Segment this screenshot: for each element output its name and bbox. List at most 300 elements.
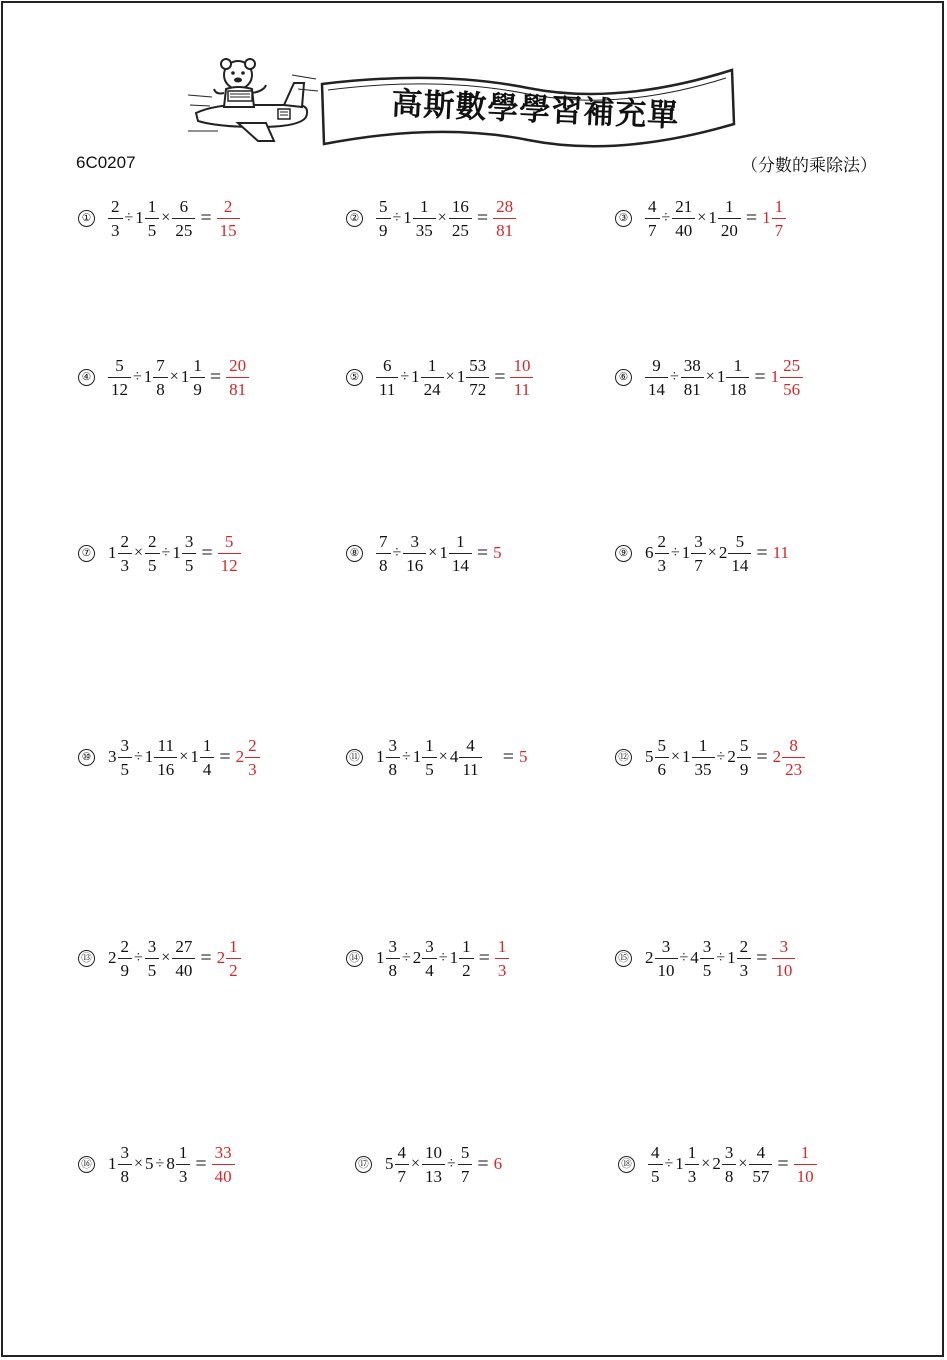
problem-8 — [346, 526, 502, 580]
operator: × — [697, 209, 707, 226]
denominator: 9 — [737, 757, 752, 780]
denominator: 4 — [422, 958, 437, 981]
numerator: 3 — [702, 936, 712, 956]
fraction — [737, 936, 752, 981]
fraction — [655, 735, 670, 780]
problem-number: ⑮ — [615, 950, 632, 967]
denominator: 8 — [386, 958, 401, 981]
numerator: 10 — [513, 355, 531, 375]
operator: × — [161, 949, 171, 966]
answer — [217, 936, 241, 981]
whole-part: 1 — [143, 367, 153, 386]
denominator: 14 — [728, 553, 751, 576]
equals-sign: = — [477, 1152, 489, 1175]
numerator: 1 — [420, 196, 429, 216]
expression — [376, 735, 527, 780]
numerator: 3 — [425, 936, 434, 956]
expression — [376, 355, 533, 400]
mixed-number — [413, 735, 437, 780]
numerator: 5 — [735, 531, 745, 551]
equals-sign: = — [756, 946, 768, 969]
whole-part: 8 — [166, 1154, 175, 1173]
denominator: 40 — [172, 958, 195, 981]
numerator: 10 — [425, 1142, 443, 1162]
whole-part: 1 — [708, 208, 717, 227]
expression — [108, 355, 249, 400]
problem-13 — [78, 931, 241, 985]
denominator: 8 — [153, 377, 168, 400]
whole-part: 2 — [108, 948, 117, 967]
whole-part: 1 — [682, 747, 691, 766]
numerator: 4 — [756, 1142, 766, 1162]
denominator: 9 — [190, 377, 205, 400]
mixed-number — [376, 936, 400, 981]
denominator: 16 — [154, 757, 177, 780]
problem-number: ② — [346, 210, 363, 227]
fraction — [386, 936, 401, 981]
whole-part: 3 — [108, 747, 117, 766]
fraction — [645, 196, 660, 241]
fraction — [726, 355, 749, 400]
problem-18 — [618, 1137, 817, 1191]
fraction — [376, 531, 391, 576]
operator: × — [428, 544, 438, 561]
fraction — [118, 735, 133, 780]
fraction — [108, 355, 131, 400]
denominator: 3 — [118, 553, 133, 576]
fraction — [176, 1142, 191, 1187]
denominator: 9 — [118, 958, 133, 981]
operator: × — [738, 1155, 748, 1172]
fraction — [118, 1142, 133, 1187]
denominator: 7 — [458, 1164, 473, 1187]
numerator: 3 — [724, 1142, 734, 1162]
numerator: 1 — [687, 1142, 697, 1162]
mixed-number — [645, 735, 669, 780]
whole-part: 1 — [190, 747, 199, 766]
numerator: 4 — [397, 1142, 406, 1162]
denominator: 3 — [737, 958, 752, 981]
expression — [108, 196, 240, 241]
mixed-number — [727, 936, 751, 981]
answer-fraction — [780, 355, 803, 400]
operator: ÷ — [679, 949, 689, 966]
mixed-number — [385, 1142, 409, 1187]
numerator: 1 — [725, 196, 734, 216]
fraction — [645, 355, 668, 400]
numerator: 1 — [202, 735, 212, 755]
denominator: 3 — [176, 1164, 191, 1187]
answer-integer: 6 — [493, 1154, 503, 1173]
operator: ÷ — [664, 1155, 674, 1172]
denominator: 15 — [217, 218, 240, 241]
whole-part: 5 — [645, 747, 654, 766]
equals-sign: = — [502, 745, 514, 768]
answer-fraction — [493, 196, 516, 241]
fraction — [421, 355, 444, 400]
denominator: 5 — [700, 958, 715, 981]
worksheet-header — [0, 0, 947, 150]
numerator: 3 — [779, 936, 789, 956]
numerator: 5 — [224, 531, 234, 551]
fraction — [692, 735, 715, 780]
fraction — [376, 196, 391, 241]
answer-mixed-number — [217, 936, 241, 981]
problem-4 — [78, 350, 249, 404]
numerator: 4 — [648, 196, 657, 216]
denominator: 8 — [386, 757, 401, 780]
mixed-number — [719, 531, 752, 576]
mixed-number — [108, 936, 132, 981]
operator: × — [445, 368, 455, 385]
denominator: 3 — [245, 757, 260, 780]
whole-part: 1 — [456, 367, 466, 386]
denominator: 81 — [681, 377, 704, 400]
answer — [510, 355, 533, 400]
answer — [772, 936, 795, 981]
expression — [108, 735, 260, 780]
problem-number: ③ — [615, 210, 632, 227]
answer-mixed-number — [771, 355, 804, 400]
expression — [645, 735, 805, 780]
mixed-number — [690, 936, 714, 981]
problem-number: ⑧ — [346, 545, 363, 562]
denominator: 12 — [108, 377, 131, 400]
fraction — [722, 1142, 737, 1187]
whole-part: 1 — [144, 747, 154, 766]
problem-17 — [355, 1137, 502, 1191]
answer — [212, 1142, 235, 1187]
numerator: 5 — [657, 735, 666, 755]
numerator: 2 — [248, 735, 257, 755]
problem-12 — [615, 730, 805, 784]
mixed-number — [712, 1142, 736, 1187]
problem-15 — [615, 931, 795, 985]
problem-11 — [346, 730, 527, 784]
answer — [493, 543, 502, 563]
operator: ÷ — [716, 949, 726, 966]
answer-mixed-number — [773, 735, 806, 780]
fraction — [153, 355, 168, 400]
problem-number: ⑪ — [346, 749, 363, 766]
operator: × — [701, 1155, 711, 1172]
fraction — [172, 196, 195, 241]
fraction — [655, 531, 670, 576]
denominator: 7 — [395, 1164, 410, 1187]
whole-part: 2 — [712, 1154, 721, 1173]
denominator: 18 — [726, 377, 749, 400]
equals-sign: = — [754, 365, 766, 388]
denominator: 40 — [212, 1164, 235, 1187]
numerator: 4 — [651, 1142, 660, 1162]
expression — [108, 1142, 235, 1187]
operator: × — [411, 1155, 421, 1172]
whole-part: 4 — [449, 747, 459, 766]
numerator: 27 — [175, 936, 193, 956]
operator: ÷ — [155, 1155, 165, 1172]
numerator: 8 — [789, 735, 798, 755]
answer-mixed-number — [762, 196, 786, 241]
operator: ÷ — [133, 368, 142, 385]
answer — [762, 196, 786, 241]
numerator: 28 — [496, 196, 514, 216]
whole-part: 1 — [403, 208, 412, 227]
mixed-number — [645, 936, 678, 981]
numerator: 2 — [739, 936, 749, 956]
denominator: 5 — [145, 553, 160, 576]
fraction — [700, 936, 715, 981]
fraction — [145, 531, 160, 576]
mixed-number — [403, 196, 436, 241]
operator: ÷ — [670, 368, 679, 385]
denominator: 3 — [685, 1164, 700, 1187]
numerator: 25 — [783, 355, 801, 375]
fraction — [449, 531, 472, 576]
mixed-number — [108, 1142, 132, 1187]
problem-3 — [615, 191, 786, 245]
operator: × — [437, 209, 447, 226]
numerator: 1 — [425, 735, 434, 755]
denominator: 8 — [118, 1164, 133, 1187]
whole-part: 2 — [235, 747, 245, 766]
numerator: 1 — [497, 936, 507, 956]
equals-sign: = — [777, 1152, 789, 1175]
mixed-number — [682, 531, 706, 576]
mixed-number — [450, 735, 482, 780]
fraction — [691, 531, 706, 576]
expression — [645, 196, 786, 241]
numerator: 9 — [652, 355, 661, 375]
whole-part: 1 — [108, 543, 117, 562]
denominator: 3 — [655, 553, 670, 576]
denominator: 72 — [466, 377, 489, 400]
numerator: 5 — [739, 735, 749, 755]
denominator: 7 — [772, 218, 787, 241]
mixed-number — [727, 735, 751, 780]
numerator: 53 — [469, 355, 487, 375]
expression — [376, 936, 509, 981]
fraction — [403, 531, 426, 576]
fraction — [672, 196, 695, 241]
denominator: 8 — [722, 1164, 737, 1187]
fraction — [458, 1142, 473, 1187]
answer-mixed-number — [236, 735, 260, 780]
answer-fraction — [226, 355, 249, 400]
integer: 5 — [145, 1154, 154, 1173]
answer-fraction — [782, 735, 805, 780]
denominator: 6 — [655, 757, 670, 780]
answer-integer: 11 — [772, 543, 789, 562]
operator: ÷ — [134, 949, 143, 966]
numerator: 6 — [179, 196, 189, 216]
answer-integer: 5 — [493, 543, 502, 562]
fraction — [422, 936, 437, 981]
denominator: 5 — [648, 1164, 663, 1187]
mixed-number — [645, 531, 669, 576]
problem-9 — [615, 526, 789, 580]
denominator: 7 — [645, 218, 660, 241]
answer-fraction — [772, 936, 795, 981]
problem-number: ⑬ — [78, 950, 95, 967]
fraction — [190, 355, 205, 400]
denominator: 57 — [749, 1164, 772, 1187]
numerator: 3 — [388, 936, 397, 956]
mixed-number — [717, 355, 750, 400]
bear-airplane-mascot-icon — [188, 55, 318, 145]
answer — [495, 936, 510, 981]
numerator: 5 — [115, 355, 124, 375]
fraction — [118, 936, 133, 981]
fraction — [422, 735, 437, 780]
whole-part: 2 — [412, 948, 422, 967]
whole-part: 1 — [727, 948, 736, 967]
mixed-number — [108, 735, 132, 780]
answer — [519, 747, 528, 767]
fraction — [422, 1142, 445, 1187]
operator: × — [707, 544, 717, 561]
fraction — [154, 735, 177, 780]
problem-7 — [78, 526, 241, 580]
equals-sign: = — [756, 541, 768, 564]
numerator: 3 — [410, 531, 420, 551]
denominator: 16 — [403, 553, 426, 576]
denominator: 5 — [422, 757, 437, 780]
operator: ÷ — [392, 209, 402, 226]
operator: × — [169, 368, 179, 385]
worksheet-code: 6C0207 — [76, 153, 136, 172]
numerator: 1 — [193, 355, 202, 375]
expression — [645, 936, 795, 981]
operator: ÷ — [402, 949, 411, 966]
equals-sign: = — [200, 946, 212, 969]
denominator: 25 — [172, 218, 195, 241]
whole-part: 1 — [716, 367, 726, 386]
numerator: 2 — [120, 936, 129, 956]
numerator: 33 — [214, 1142, 232, 1162]
denominator: 11 — [510, 377, 533, 400]
denominator: 3 — [108, 218, 123, 241]
problem-number: ① — [78, 210, 95, 227]
operator: ÷ — [124, 209, 134, 226]
denominator: 3 — [495, 958, 510, 981]
denominator: 24 — [421, 377, 444, 400]
operator: × — [134, 544, 144, 561]
expression — [645, 531, 789, 576]
fraction — [449, 196, 472, 241]
denominator: 35 — [692, 757, 715, 780]
operator: ÷ — [671, 544, 680, 561]
whole-part: 6 — [645, 543, 654, 562]
whole-part: 2 — [216, 948, 226, 967]
mixed-number — [376, 735, 400, 780]
whole-part: 2 — [727, 747, 736, 766]
denominator: 81 — [226, 377, 249, 400]
equals-sign: = — [200, 206, 212, 229]
fraction — [413, 196, 436, 241]
denominator: 8 — [376, 553, 391, 576]
answer-fraction — [226, 936, 241, 981]
fraction — [172, 936, 195, 981]
denominator: 14 — [645, 377, 668, 400]
whole-part: 1 — [675, 1154, 684, 1173]
problem-2 — [346, 191, 516, 245]
answer — [236, 735, 260, 780]
fraction — [395, 1142, 410, 1187]
operator: ÷ — [716, 748, 726, 765]
answer — [794, 1142, 817, 1187]
fraction — [200, 735, 215, 780]
operator: × — [134, 1155, 144, 1172]
whole-part: 1 — [376, 948, 385, 967]
denominator: 9 — [376, 218, 391, 241]
denominator: 4 — [200, 757, 215, 780]
problem-6 — [615, 350, 803, 404]
answer — [494, 1154, 503, 1174]
answer-fraction — [217, 196, 240, 241]
numerator: 1 — [147, 196, 157, 216]
operator: ÷ — [447, 1155, 456, 1172]
operator: ÷ — [134, 748, 143, 765]
problem-number: ⑯ — [78, 1156, 95, 1173]
numerator: 1 — [462, 936, 471, 956]
mixed-number — [166, 1142, 190, 1187]
expression — [376, 531, 502, 576]
fraction — [466, 355, 489, 400]
problem-number: ⑭ — [346, 950, 363, 967]
numerator: 20 — [229, 355, 247, 375]
mixed-number — [135, 196, 159, 241]
problem-5 — [346, 350, 533, 404]
fraction — [728, 531, 751, 576]
equals-sign: = — [476, 541, 489, 564]
equals-sign: = — [745, 206, 758, 229]
operator: × — [705, 368, 715, 385]
whole-part: 1 — [180, 367, 190, 386]
denominator: 5 — [145, 958, 160, 981]
fraction — [718, 196, 741, 241]
numerator: 3 — [120, 735, 129, 755]
fraction — [108, 196, 123, 241]
denominator: 35 — [413, 218, 436, 241]
whole-part: 1 — [411, 367, 420, 386]
numerator: 2 — [120, 531, 129, 551]
problem-number: ⑥ — [615, 369, 632, 386]
denominator: 20 — [718, 218, 741, 241]
denominator: 5 — [182, 553, 197, 576]
answer — [493, 196, 516, 241]
mixed-number — [708, 196, 741, 241]
worksheet-topic: （分數的乘除法） — [741, 156, 877, 176]
answer — [771, 355, 804, 400]
equals-sign: = — [195, 1152, 207, 1175]
whole-part: 1 — [172, 543, 181, 562]
fraction — [145, 936, 160, 981]
denominator: 56 — [780, 377, 803, 400]
fraction — [118, 531, 133, 576]
numerator: 1 — [229, 936, 238, 956]
answer-fraction — [495, 936, 510, 981]
denominator: 23 — [782, 757, 805, 780]
answer-integer: 5 — [518, 747, 528, 766]
denominator: 13 — [422, 1164, 445, 1187]
whole-part: 1 — [135, 208, 144, 227]
operator: ÷ — [161, 544, 171, 561]
problem-number: ⑱ — [618, 1156, 635, 1173]
denominator: 2 — [226, 958, 241, 981]
expression — [385, 1142, 502, 1187]
answer — [226, 355, 249, 400]
fraction — [145, 196, 160, 241]
